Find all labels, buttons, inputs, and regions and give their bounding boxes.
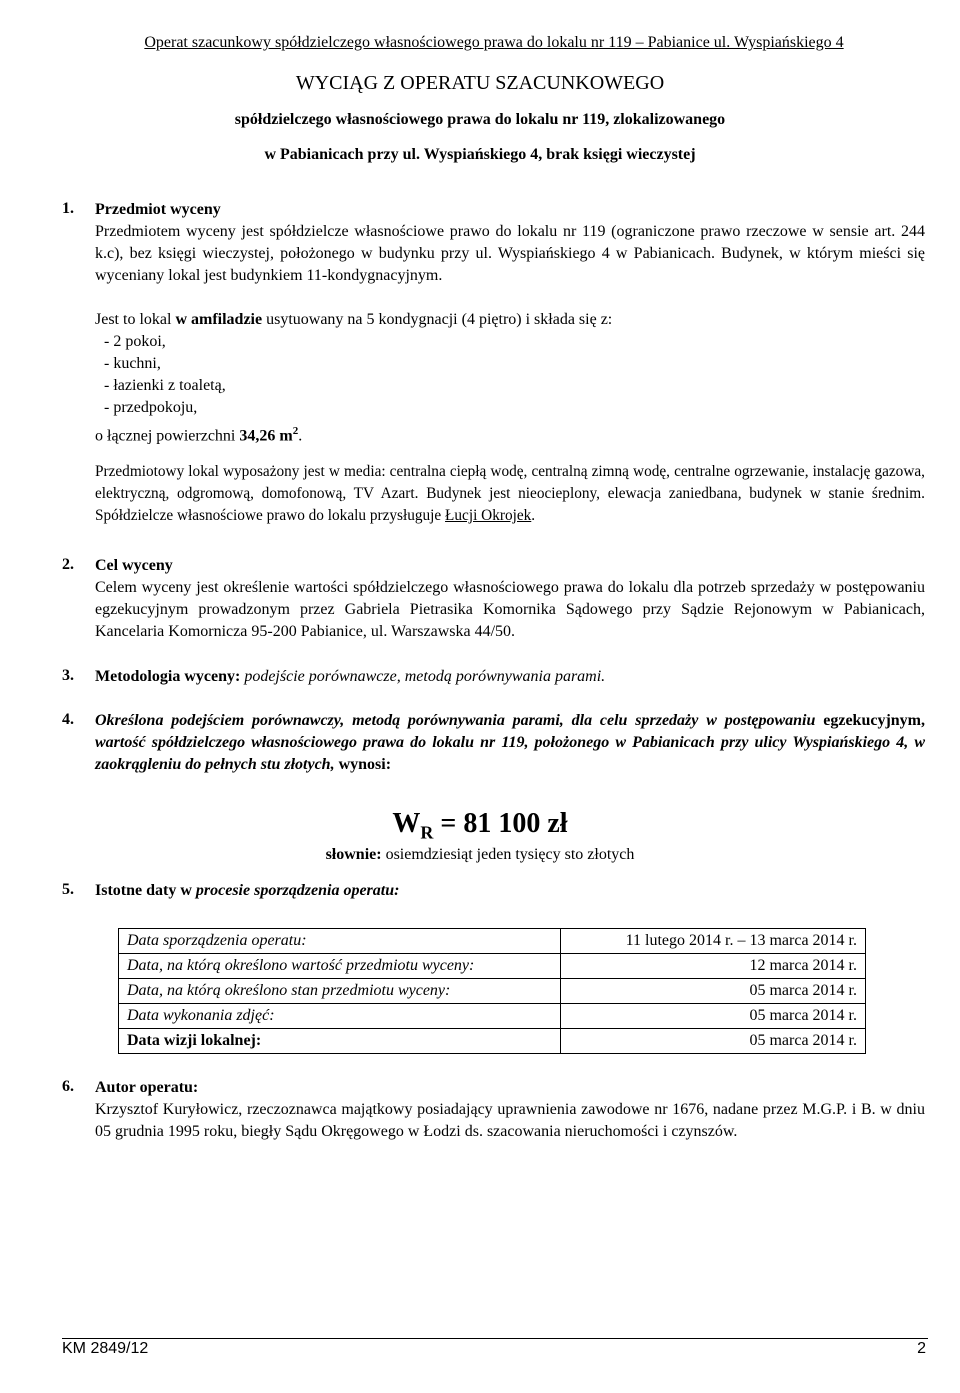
date-label: Data, na którą określono stan przedmiotu wyceny: [119, 979, 561, 1004]
date-label: Data, na którą określono wartość przedmiotu wyceny: [119, 954, 561, 979]
value-amount [0, 808, 960, 844]
methodology-text: podejście porównawcze, metodą porównywania parami. [244, 668, 606, 685]
date-value: 11 lutego 2014 r. – 13 marca 2014 r. [561, 929, 866, 954]
media-text: Przedmiotowy lokal wyposażony jest w media: centralna ciepłą wodę, centralną zimną wodę, centralne ogrzewanie, instalację gazowa, elektryczną, odgromową, domofonową, TV Azart. Budynek jest nieocieplony, elewacja zaniedbana, budynek w stanie średnim. Spółdzielcze własnościowe prawo do lokalu przysługuje [95, 463, 925, 524]
valuation-text-4: wynosi: [334, 756, 392, 773]
media-paragraph [95, 461, 925, 527]
section-1-heading: Przedmiot wyceny [95, 201, 221, 218]
room-item: - kuchni, [104, 355, 161, 372]
area-post: . [298, 427, 303, 445]
purpose-text: Celem wyceny jest określenie wartości spółdzielczego własnościowego prawa do lokalu dla potrzeb sprzedaży w postępowaniu egzekucyjnym prowadzonym przez Gabriela Pietrasika Komornika Sądowego przy Sądzie Rejonowym w Pabianicach, Kancelaria Komornicza 95-200 Pabianice, ul. Warszawska 44/50. [95, 579, 925, 640]
table-row [119, 954, 866, 979]
layout-bold: w amfiladzie [175, 311, 263, 328]
section-5-number: 5. [62, 881, 74, 898]
value-symbol: W [392, 808, 421, 839]
date-value: 05 marca 2014 r. [561, 1004, 866, 1029]
date-label: Data wizji lokalnej: [119, 1029, 561, 1054]
footer-reference: KM 2849/12 [62, 1340, 149, 1357]
section-6-paragraph [95, 1099, 925, 1143]
layout-post: usytuowany na 5 kondygnacji (4 piętro) i składa się z: [262, 311, 613, 328]
page-number: 2 [917, 1340, 926, 1357]
date-label: Data wykonania zdjęć: [119, 1004, 561, 1029]
page-header: Operat szacunkowy spółdzielczego własnościowego prawa do lokalu nr 119 – Pabianice ul. Wyspiańskiego 4 [144, 34, 844, 51]
subtitle-line-1: spółdzielczego własnościowego prawa do lokalu nr 119, zlokalizowanego [234, 111, 726, 128]
area-value: 34,26 m [239, 427, 293, 445]
words-label: słownie: [325, 846, 382, 863]
layout-line [95, 309, 612, 331]
layout-pre: Jest to lokal [95, 311, 176, 328]
table-row [119, 979, 866, 1004]
section-2-paragraph [95, 577, 925, 643]
document-title: WYCIĄG Z OPERATU SZACUNKOWEGO [295, 72, 665, 94]
section-2-number: 2. [62, 556, 74, 573]
valuation-text-3: wartość spółdzielczego własnościowego prawa do lokalu nr 119, położonego w Pabianicach przy ulicy Wyspiańskiego 4, w zaokrągleniu do pełnych stu złotych, [95, 734, 925, 773]
value-number: = 81 100 zł [433, 808, 568, 839]
room-item: - 2 pokoi, [104, 333, 166, 350]
section-5-heading [95, 880, 399, 902]
table-row [119, 1029, 866, 1054]
room-item: - łazienki z toaletą, [104, 377, 226, 394]
section-2-heading: Cel wyceny [95, 557, 173, 574]
footer-rule [62, 1338, 928, 1339]
words-text: osiemdziesiąt jeden tysięcy sto złotych [381, 846, 635, 863]
date-value: 05 marca 2014 r. [561, 979, 866, 1004]
dates-table [118, 928, 866, 1054]
area-pre: o łącznej powierzchni [95, 427, 240, 445]
section-5-heading-bold: Istotne daty w [95, 882, 196, 899]
section-6-heading: Autor operatu: [95, 1079, 199, 1096]
author-text: Krzysztof Kuryłowicz, rzeczoznawca majątkowy posiadający uprawnienia zawodowe nr 1676, nadane przez M.G.P. i B. w dniu 05 grudnia 1995 roku, biegły Sądu Okręgowego w Łodzi ds. szacowania nieruchomości i czynszów. [95, 1101, 925, 1140]
valuation-text-2: egzekucyjnym, [823, 712, 926, 729]
section-1-number: 1. [62, 200, 74, 217]
section-3-number: 3. [62, 667, 74, 684]
date-value: 05 marca 2014 r. [561, 1029, 866, 1054]
date-label: Data sporządzenia operatu: [119, 929, 561, 954]
value-subscript: R [420, 822, 434, 843]
section-3-line [95, 666, 605, 688]
area-line [95, 420, 302, 447]
subject-text: Przedmiotem wyceny jest spółdzielcze własnościowe prawo do lokalu nr 119 (ograniczone prawo rzeczowe w sensie art. 244 k.c), bez księgi wieczystej, położonego w budynku przy ul. Wyspiańskiego 4 w Pabianicach. Budynek, w którym mieści się wyceniany lokal jest budynkiem 11-kondygnacyjnym. [95, 223, 925, 284]
section-6-number: 6. [62, 1078, 74, 1095]
date-value: 12 marca 2014 r. [561, 954, 866, 979]
owner-name: Łucji Okrojek [445, 507, 532, 524]
room-item: - przedpokoju, [104, 399, 198, 416]
valuation-text-1: Określona podejściem porównawczy, metodą porównywania parami, dla celu sprzedaży w postępowaniu [95, 712, 816, 729]
table-row [119, 929, 866, 954]
subtitle-line-2: w Pabianicach przy ul. Wyspiańskiego 4, brak księgi wieczystej [264, 146, 696, 163]
area-sup: 2 [292, 425, 299, 437]
value-in-words [0, 846, 960, 864]
owner-post: . [531, 507, 536, 524]
section-3-heading: Metodologia wyceny: [95, 668, 241, 685]
section-4-number: 4. [62, 711, 74, 728]
table-row [119, 1004, 866, 1029]
section-4-paragraph [95, 710, 925, 776]
section-5-heading-italic: procesie sporządzenia operatu: [195, 882, 400, 899]
section-1-paragraph [95, 221, 925, 287]
